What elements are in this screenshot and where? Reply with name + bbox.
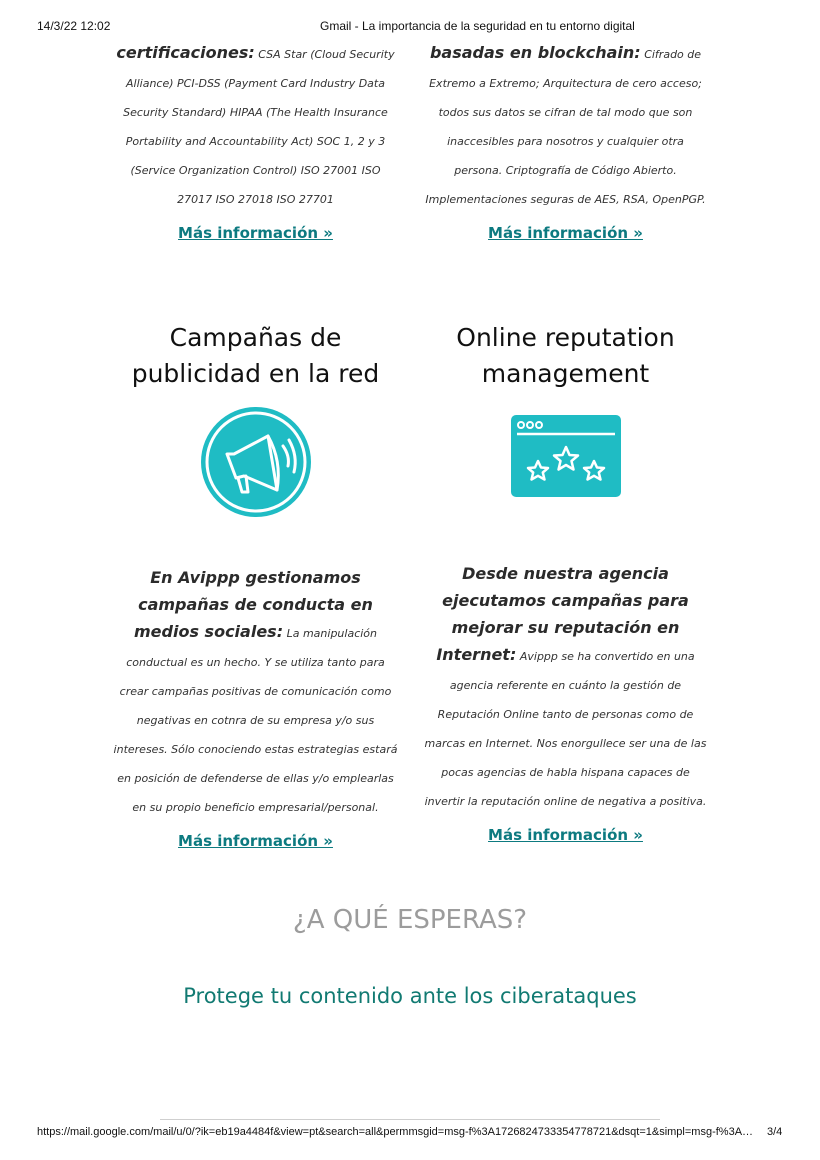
cta-question: ¿A QUÉ ESPERAS? — [292, 905, 528, 935]
certifications-body: CSA Star (Cloud Security Alliance) PCI-DSS (Payment Card Industry Data Security Standard) HIPAA (The Health Insurance Portability and Accountability Act) SOC 1, 2 y 3 (Service Organization Control) ISO 27001 ISO 27017 ISO 27018 ISO 27701 — [123, 48, 395, 206]
blockchain-block — [423, 39, 708, 243]
megaphone-icon — [200, 406, 312, 518]
print-url: https://mail.google.com/mail/u/0/?ik=eb19a4484f&view=pt&search=all&permmsgid=msg-f%3A1726824733354778721&dsqt=1&simpl=msg-f%3A… — [37, 1126, 754, 1138]
service-reputation — [423, 320, 708, 845]
service-reputation-more-link[interactable]: Más información » — [488, 826, 643, 844]
print-title: Gmail - La importancia de la seguridad en tu entorno digital — [320, 19, 635, 33]
service-reputation-paragraph — [423, 560, 708, 816]
print-date: 14/3/22 12:02 — [37, 19, 111, 33]
blockchain-lead: basadas en blockchain: — [429, 43, 641, 62]
certifications-lead: certificaciones: — [116, 43, 255, 62]
blockchain-paragraph — [423, 39, 708, 214]
blockchain-more-link[interactable]: Más información » — [488, 224, 643, 242]
cta-subtitle: Protege tu contenido ante los ciberataques — [183, 984, 637, 1008]
service-reputation-body: Avippp se ha convertido en una agencia referente en cuánto la gestión de Reputación Online tanto de personas como de marcas en Internet. Nos enorgullece ser una de las pocas agencias de habla hispana capaces de invertir la reputación online de negativa a positiva. — [424, 650, 707, 808]
service-reputation-lead: Desde nuestra agencia ejecutamos campañas para mejorar su reputación en Internet: — [436, 564, 689, 664]
certifications-block — [113, 39, 398, 243]
browser-stars-icon — [510, 414, 622, 498]
certifications-paragraph — [113, 39, 398, 214]
service-ads-body: La manipulación conductual es un hecho. Y se utiliza tanto para crear campañas positivas de comunicación como negativas en cotnra de su empresa y/o sus intereses. Sólo conociendo estas estrategias estará en posición de defenderse de ellas y/o emplearlas en su propio beneficio empresarial/personal. — [113, 627, 398, 814]
service-ads — [113, 320, 398, 851]
service-ads-title: Campañas de publicidad en la red — [131, 323, 380, 388]
service-ads-paragraph — [113, 564, 398, 822]
footer-divider — [160, 1119, 660, 1120]
certifications-more-link[interactable]: Más información » — [178, 224, 333, 242]
print-page-number: 3/4 — [767, 1126, 783, 1138]
service-reputation-title: Online reputation management — [456, 323, 675, 388]
service-ads-more-link[interactable]: Más información » — [178, 832, 333, 850]
blockchain-body: Cifrado de Extremo a Extremo; Arquitectura de cero acceso; todos sus datos se cifran de tal modo que son inaccesibles para nosotros y cualquier otra persona. Criptografía de Código Abierto. Implementaciones seguras de AES, RSA, OpenPGP. — [425, 48, 706, 206]
service-ads-lead: En Avippp gestionamos campañas de conducta en medios sociales: — [134, 568, 373, 641]
